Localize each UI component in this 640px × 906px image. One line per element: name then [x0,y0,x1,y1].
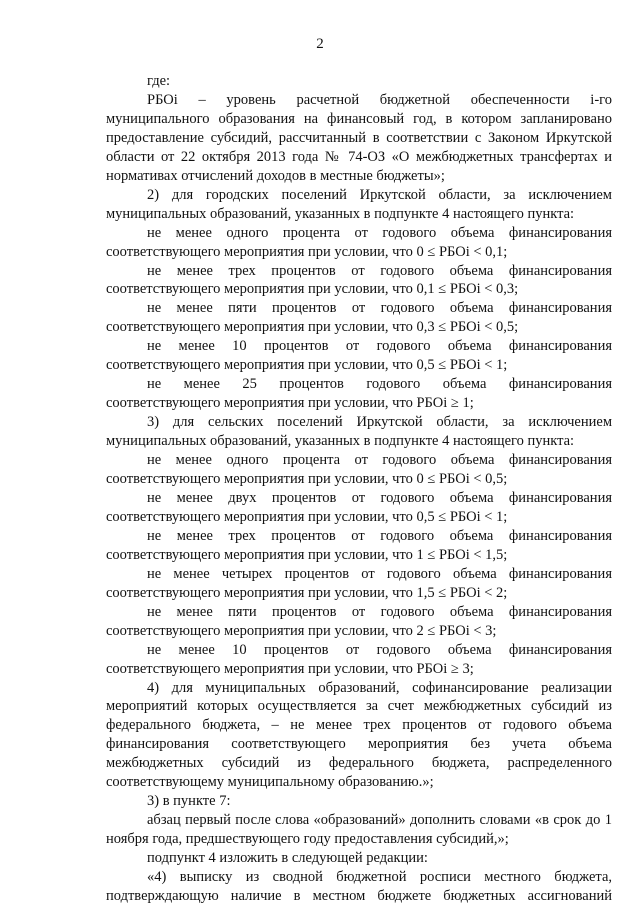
paragraph: 4) для муниципальных образований, софинансирование реализации мероприятий которых осуществляется за счет межбюджетных субсидий из федерального бюджета, – не менее трех процентов от годового объема финансирования соответствующего мероприятия без учета объема межбюджетных субсидий из федерального бюджета, распределенного соответствующему муниципальному образованию.»; [106,679,612,791]
paragraph: «4) выписку из сводной бюджетной росписи местного бюджета, подтверждающую наличие в местном бюджете бюджетных ассигнований [106,869,612,904]
paragraph: подпункт 4 изложить в следующей редакции: [147,850,428,867]
paragraph: не менее одного процента от годового объема финансирования соответствующего мероприятия при условии, что 0 ≤ РБОi < 0,1; [106,224,612,260]
paragraph: где: [147,73,171,89]
paragraph: 3) для сельских поселений Иркутской области, за исключением муниципальных образований, указанных в подпункте 4 настоящего пункта: [106,414,612,450]
paragraph: абзац первый после слова «образований» дополнить словами «в срок до 1 ноября года, предшествующего году предоставления субсидий,»; [106,812,612,848]
paragraph: не менее пяти процентов от годового объема финансирования соответствующего мероприятия при условии, что 0,3 ≤ РБОi < 0,5; [106,300,612,336]
paragraph: 2) для городских поселений Иркутской области, за исключением муниципальных образований, указанных в подпункте 4 настоящего пункта: [106,186,612,222]
paragraph: не менее 10 процентов от годового объема финансирования соответствующего мероприятия при условии, что 0,5 ≤ РБОi < 1; [106,338,612,374]
paragraph: не менее четырех процентов от годового объема финансирования соответствующего мероприятия при условии, что 1,5 ≤ РБОi < 2; [106,565,612,601]
paragraph: не менее двух процентов от годового объема финансирования соответствующего мероприятия при условии, что 0,5 ≤ РБОi < 1; [106,489,612,525]
paragraph: не менее 10 процентов от годового объема финансирования соответствующего мероприятия при условии, что РБОi ≥ 3; [106,641,612,677]
page-number: 2 [316,36,324,52]
paragraph: не менее трех процентов от годового объема финансирования соответствующего мероприятия при условии, что 0,1 ≤ РБОi < 0,3; [106,262,612,298]
paragraph: не менее пяти процентов от годового объема финансирования соответствующего мероприятия при условии, что 2 ≤ РБОi < 3; [106,603,612,639]
paragraph: не менее 25 процентов годового объема финансирования соответствующего мероприятия при условии, что РБОi ≥ 1; [106,376,612,412]
paragraph: не менее одного процента от годового объема финансирования соответствующего мероприятия при условии, что 0 ≤ РБОi < 0,5; [106,452,612,488]
paragraph: не менее трех процентов от годового объема финансирования соответствующего мероприятия при условии, что 1 ≤ РБОi < 1,5; [106,527,612,563]
document-body [106,72,612,906]
paragraph: РБОi – уровень расчетной бюджетной обеспеченности i-го муниципального образования на финансовый год, в котором запланировано предоставление субсидий, рассчитанный в соответствии с Законом Иркутской области от 22 октября 2013 года № 74-ОЗ «О межбюджетных трансфертах и нормативах отчислений доходов в местные бюджеты»; [106,91,612,184]
paragraph: 3) в пункте 7: [147,793,231,810]
